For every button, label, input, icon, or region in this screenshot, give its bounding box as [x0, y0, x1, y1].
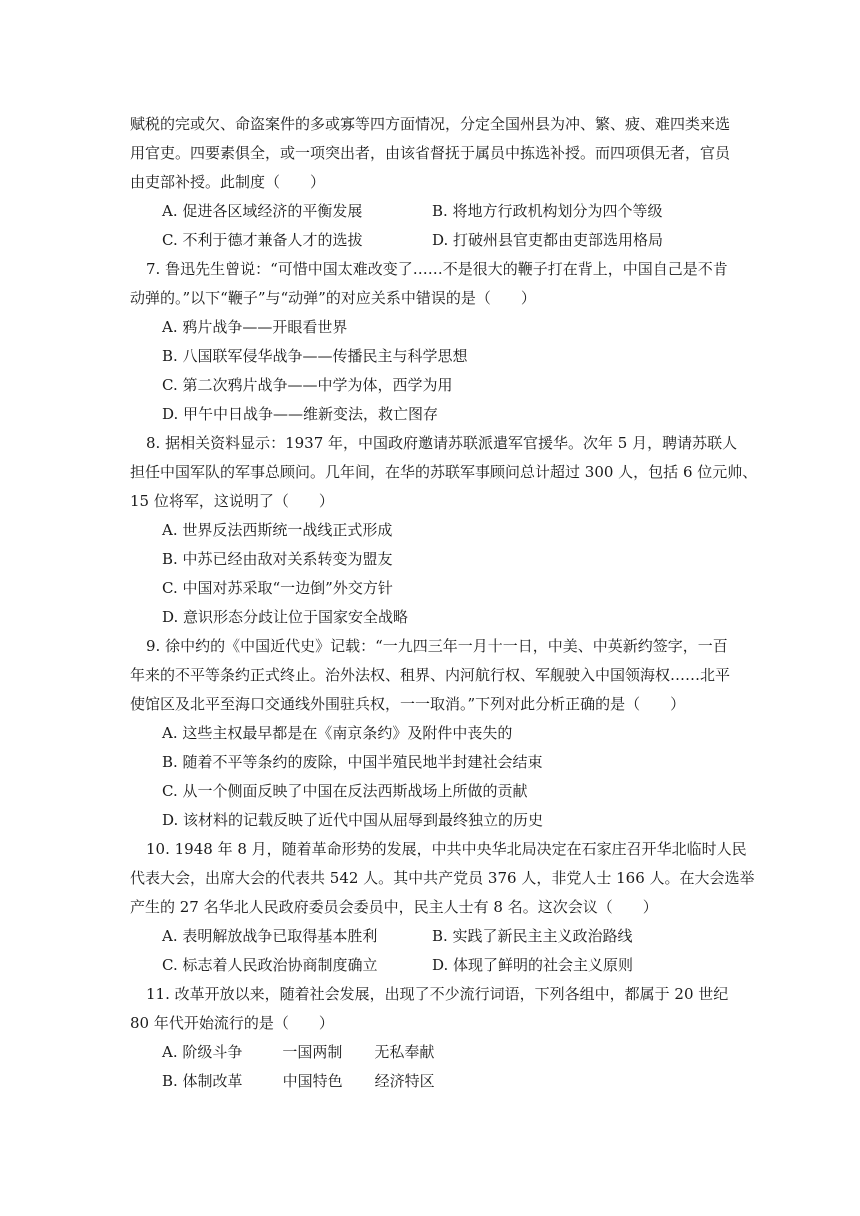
- q7-option-d: D. 甲午中日战争——维新变法，救亡图存: [162, 405, 439, 423]
- q6-option-b: B. 将地方行政机构划分为四个等级: [432, 202, 663, 220]
- q8-option-c: C. 中国对苏采取“一边倒”外交方针: [162, 579, 393, 597]
- q10-stem-line-3: 产生的 27 名华北人民政府委员会委员中，民主人士有 8 名。这次会议（ ）: [130, 898, 658, 916]
- q6-option-c: C. 不利于德才兼备人才的选拔: [162, 231, 363, 249]
- q10-option-c: C. 标志着人民政治协商制度确立: [162, 956, 378, 974]
- q8-stem-line-1: 8. 据相关资料显示：1937 年，中国政府邀请苏联派遣军官援华。次年 5 月，聘请苏联人: [146, 434, 738, 452]
- q10-option-b: B. 实践了新民主主义政治路线: [432, 927, 633, 945]
- q7-option-b: B. 八国联军侵华战争——传播民主与科学思想: [162, 347, 468, 365]
- q11-option-a-term-1: A. 阶级斗争: [162, 1043, 243, 1061]
- q11-option-b: [162, 1071, 435, 1091]
- q7-option-a: A. 鸦片战争——开眼看世界: [162, 318, 348, 336]
- q11-stem-line-1: 11. 改革开放以来，随着社会发展，出现了不少流行词语，下列各组中，都属于 20 世纪: [146, 985, 729, 1003]
- q11-option-b-term-1: B. 体制改革: [162, 1072, 243, 1090]
- q8-stem-line-3: 15 位将军，这说明了（ ）: [130, 492, 334, 510]
- q9-option-b: B. 随着不平等条约的废除，中国半殖民地半封建社会结束: [162, 753, 543, 771]
- q6-option-d: D. 打破州县官吏都由吏部选用格局: [432, 231, 664, 249]
- q8-option-b: B. 中苏已经由敌对关系转变为盟友: [162, 550, 393, 568]
- q10-option-a: A. 表明解放战争已取得基本胜利: [162, 927, 378, 945]
- q11-option-a-term-2: 一国两制: [282, 1043, 343, 1061]
- q8-option-d: D. 意识形态分歧让位于国家安全战略: [162, 608, 409, 626]
- q9-stem-line-1: 9. 徐中约的《中国近代史》记载：“一九四三年一月十一日，中美、中英新约签字，一百: [146, 637, 728, 655]
- q9-stem-line-3: 使馆区及北平至海口交通线外围驻兵权，一一取消。”下列对此分析正确的是（ ）: [130, 695, 686, 713]
- q10-stem-line-2: 代表大会，出席大会的代表共 542 人。其中共产党员 376 人，非党人士 166 人。在大会选举: [130, 869, 755, 887]
- q8-stem-line-2: 担任中国军队的军事总顾问。几年间，在华的苏联军事顾问总计超过 300 人，包括 6 位元帅、: [130, 463, 758, 481]
- q6-stem-line-3: 由吏部补授。此制度（ ）: [130, 173, 326, 191]
- q7-stem-line-1: 7. 鲁迅先生曾说：“可惜中国太难改变了……不是很大的鞭子打在背上，中国自己是不肯: [146, 260, 728, 278]
- q10-stem-line-1: 10. 1948 年 8 月，随着革命形势的发展，中共中央华北局决定在石家庄召开华北临时人民: [146, 840, 747, 858]
- q11-stem-line-2: 80 年代开始流行的是（ ）: [130, 1014, 334, 1032]
- q7-stem-line-2: 动弹的。”以下“鞭子”与“动弹”的对应关系中错误的是（ ）: [130, 289, 536, 307]
- q11-option-a: [162, 1042, 434, 1062]
- q8-option-a: A. 世界反法西斯统一战线正式形成: [162, 521, 393, 539]
- q9-option-c: C. 从一个侧面反映了中国在反法西斯战场上所做的贡献: [162, 782, 528, 800]
- q9-option-d: D. 该材料的记载反映了近代中国从屈辱到最终独立的历史: [162, 811, 544, 829]
- q9-option-a: A. 这些主权最早都是在《南京条约》及附件中丧失的: [162, 724, 513, 742]
- q7-option-c: C. 第二次鸦片战争——中学为体，西学为用: [162, 376, 453, 394]
- q9-stem-line-2: 年来的不平等条约正式终止。治外法权、租界、内河航行权、军舰驶入中国领海权……北平: [130, 666, 731, 684]
- q6-option-a: A. 促进各区域经济的平衡发展: [162, 202, 363, 220]
- q11-option-b-term-2: 中国特色: [282, 1072, 343, 1090]
- q6-stem-line-1: 赋税的完或欠、命盗案件的多或寡等四方面情况，分定全国州县为冲、繁、疲、难四类来选: [130, 115, 731, 133]
- q6-stem-line-2: 用官吏。四要素俱全，或一项突出者，由该省督抚于属员中拣选补授。而四项俱无者，官员: [130, 144, 731, 162]
- q11-option-a-term-3: 无私奉献: [374, 1043, 435, 1061]
- q11-option-b-term-3: 经济特区: [374, 1072, 435, 1090]
- q10-option-d: D. 体现了鲜明的社会主义原则: [432, 956, 634, 974]
